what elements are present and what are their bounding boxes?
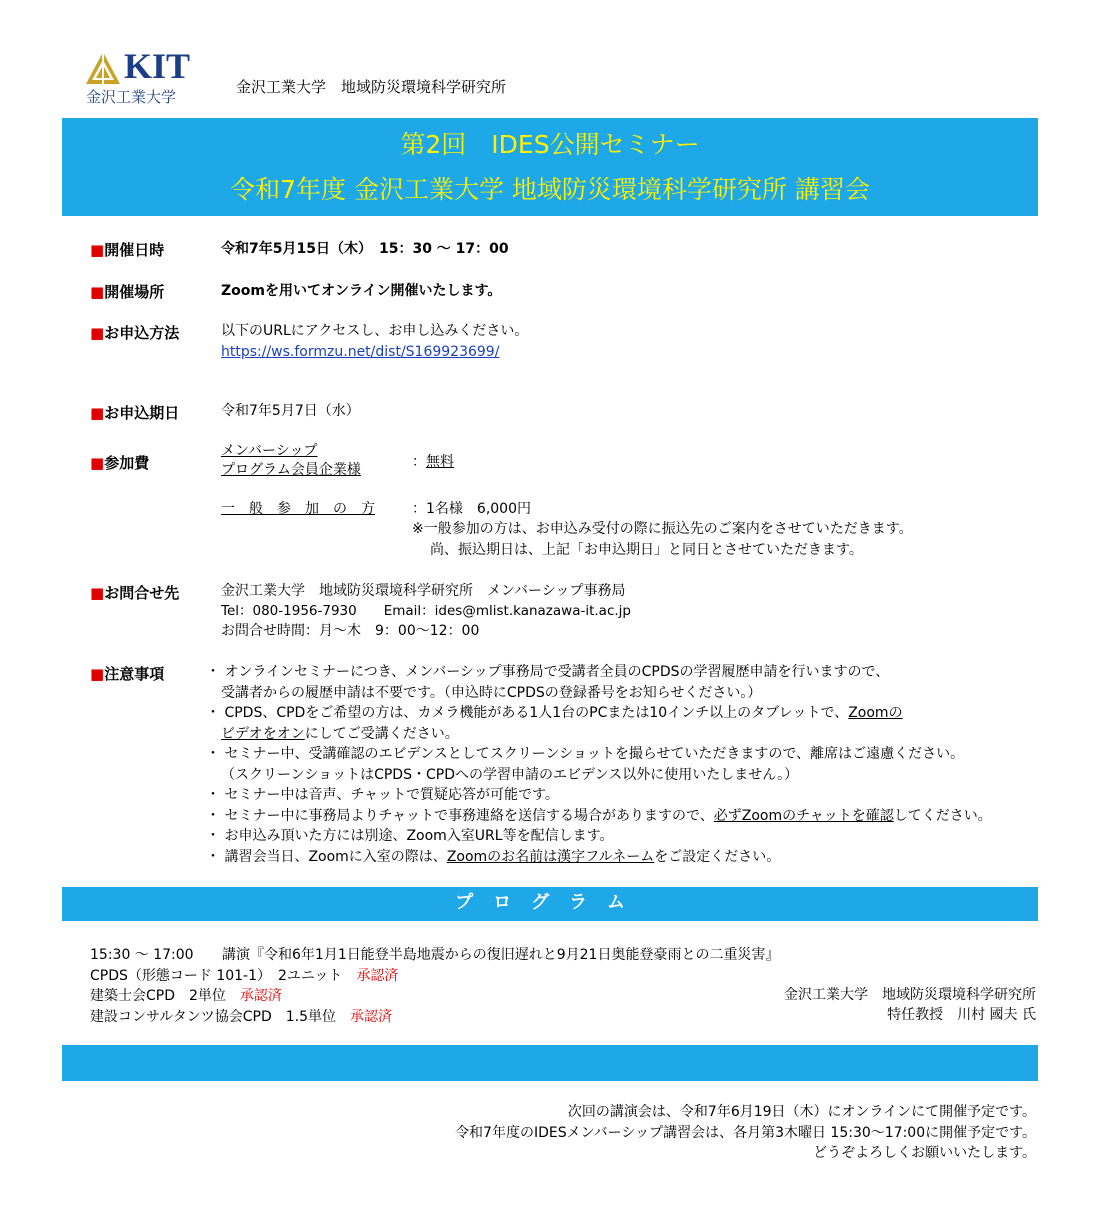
note-2b: ビデオをオンにしてご受講ください。 xyxy=(221,725,459,742)
contact-label: ■お問合せ先 xyxy=(90,584,180,602)
speaker-name: 特任教授 川村 國夫 氏 xyxy=(887,1007,1036,1023)
apply-value: 以下のURLにアクセスし、お申し込みください。 xyxy=(221,323,529,339)
note-3a: ・ セミナー中、受講確認のエビデンスとしてスクリーンショットを撮らせていただきますので、離席はご遠慮ください。 xyxy=(206,746,965,762)
bullet-square-icon: ■ xyxy=(90,324,105,342)
program-arch-cpd: 建築士会CPD 2単位 承認済 xyxy=(90,988,282,1004)
footer-line2: 令和7年度のIDESメンバーシップ講習会は、各月第3木曜日 15:30～17:00に開催予定です。 xyxy=(455,1125,1036,1141)
consult-status: 承認済 xyxy=(350,1009,393,1025)
note-1b: 受講者からの履歴申請は不要です。（申込時にCPDSの登録番号をお知らせください。） xyxy=(221,684,762,701)
title-banner xyxy=(62,118,1038,216)
fee-note-2: 尚、振込期日は、上記「お申込期日」と同日とさせていただきます。 xyxy=(430,542,863,558)
bullet-square-icon: ■ xyxy=(90,454,105,472)
date-value: 令和7年5月15日（木） 15：30 ～ 17：00 xyxy=(221,241,509,257)
contact-line1: 金沢工業大学 地域防災環境科学研究所 メンバーシップ事務局 xyxy=(221,583,626,599)
deadline-value: 令和7年5月7日（水） xyxy=(221,403,360,419)
footer-line3: どうぞよろしくお願いいたします。 xyxy=(813,1145,1036,1161)
notes-list xyxy=(206,662,992,867)
seminar-title: 第2回 IDES公開セミナー xyxy=(400,130,700,159)
program-lecture: 講演『令和6年1月1日能登半島地震からの復旧遅れと9月21日奥能登豪雨との二重災害』 xyxy=(222,947,780,963)
seminar-subtitle: 令和7年度 金沢工業大学 地域防災環境科学研究所 講習会 xyxy=(230,175,870,204)
kit-logo xyxy=(84,48,196,112)
bullet-square-icon: ■ xyxy=(90,584,105,602)
note-1a: ・ オンラインセミナーにつき、メンバーシップ事務局で受講者全員のCPDSの学習履歴申請を行いますので、 xyxy=(206,664,890,680)
fee-member-value: ：無料 xyxy=(412,454,454,470)
contact-line3: お問合せ時間：月～木 9：00～12：00 xyxy=(221,623,480,639)
bullet-square-icon: ■ xyxy=(90,283,105,301)
fee-note-1: ※一般参加の方は、お申込み受付の際に振込先のご案内をさせていただきます。 xyxy=(412,521,913,537)
speaker-org: 金沢工業大学 地域防災環境科学研究所 xyxy=(784,987,1036,1003)
note-3b: （スクリーンショットはCPDS・CPDへの学習申請のエビデンス以外に使用いたしません。） xyxy=(221,766,799,783)
fee-label: ■参加費 xyxy=(90,454,150,472)
fee-general-label: 一 般 参 加 の 方 xyxy=(221,501,375,517)
program-header: プログラム xyxy=(62,887,1038,921)
footer-line1: 次回の講演会は、令和7年6月19日（木）にオンラインにて開催予定です。 xyxy=(567,1104,1036,1120)
note-5: ・ セミナー中に事務局よりチャットで事務連絡を送信する場合がありますので、必ずZoomのチャットを確認してください。 xyxy=(206,807,992,824)
fee-member-line2: プログラム会員企業様 xyxy=(221,462,361,478)
date-label: ■開催日時 xyxy=(90,241,165,259)
bullet-square-icon: ■ xyxy=(90,404,105,422)
note-4: ・ セミナー中は音声、チャットで質疑応答が可能です。 xyxy=(206,787,559,803)
apply-url-link[interactable]: https://ws.formzu.net/dist/S169923699/ xyxy=(221,344,500,360)
apply-label: ■お申込方法 xyxy=(90,324,180,342)
program-consult-cpd: 建設コンサルタンツ協会CPD 1.5単位 承認済 xyxy=(90,1009,393,1025)
note-6: ・ お申込み頂いた方には別途、Zoom入室URL等を配信します。 xyxy=(206,828,614,844)
logo-text: KIT xyxy=(124,46,191,86)
note-7: ・ 講習会当日、Zoomに入室の際は、Zoomのお名前は漢字フルネームをご設定ください。 xyxy=(206,848,781,865)
organization-name: 金沢工業大学 地域防災環境科学研究所 xyxy=(236,78,507,96)
venue-label: ■開催場所 xyxy=(90,283,165,301)
bullet-square-icon: ■ xyxy=(90,241,105,259)
fee-general-value: ：1名様 6,000円 xyxy=(412,501,531,517)
bullet-square-icon: ■ xyxy=(90,665,105,683)
cpds-status: 承認済 xyxy=(356,968,399,984)
kit-emblem-icon xyxy=(84,50,122,86)
footer-bar xyxy=(62,1045,1038,1081)
venue-value: Zoomを用いてオンライン開催いたします。 xyxy=(221,283,502,299)
arch-status: 承認済 xyxy=(239,988,282,1004)
logo-subtext: 金沢工業大学 xyxy=(86,88,177,106)
program-cpds: CPDS（形態コード 101-1） 2ユニット 承認済 xyxy=(90,968,399,984)
fee-member-line1: メンバーシップ xyxy=(221,443,318,459)
contact-line2: Tel：080-1956-7930 Email：ides@mlist.kanazawa-it.ac.jp xyxy=(221,603,631,619)
note-2a: ・ CPDS、CPDをご希望の方は、カメラ機能がある1人1台のPCまたは10インチ以上のタブレットで、Zoomの xyxy=(206,705,903,721)
program-time: 15:30 ～ 17:00 xyxy=(90,947,194,963)
deadline-label: ■お申込期日 xyxy=(90,404,180,422)
notes-label: ■注意事項 xyxy=(90,665,165,683)
